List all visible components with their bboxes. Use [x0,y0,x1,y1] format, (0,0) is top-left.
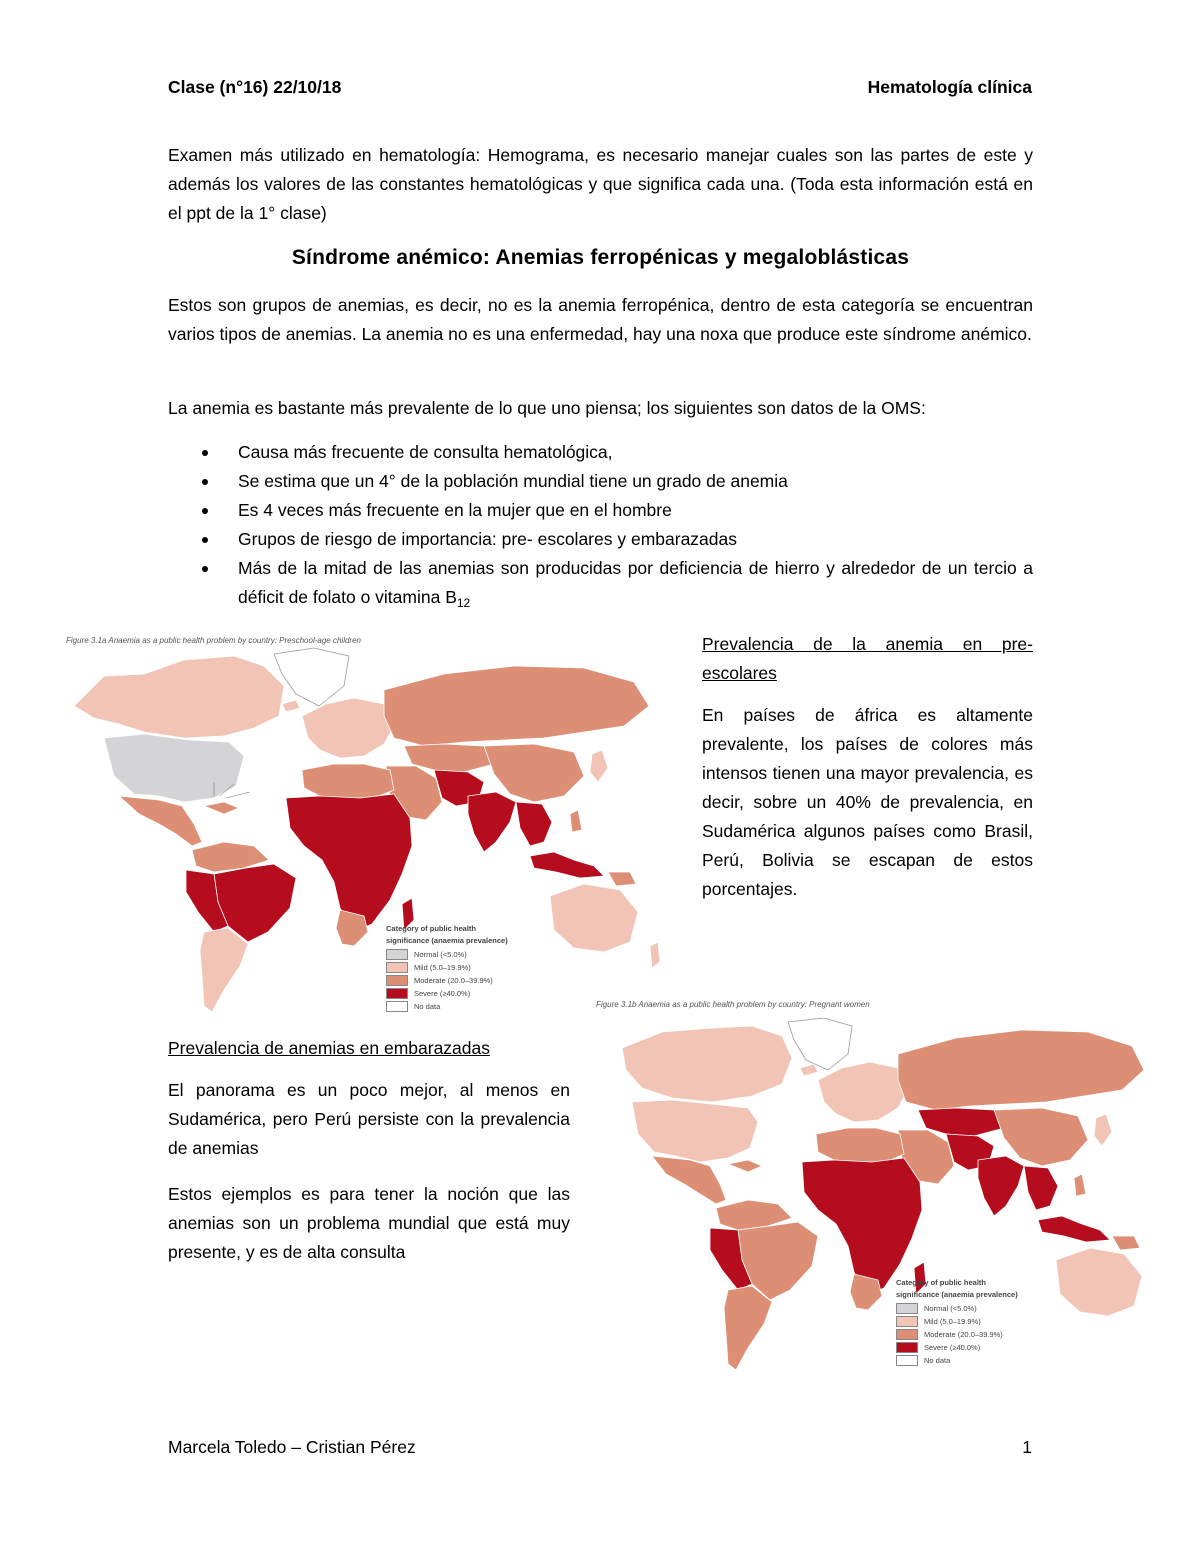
legend-swatch-no-data [896,1355,918,1366]
map-region-philippines [570,810,582,832]
map-region-central-america [652,1156,726,1204]
legend-item: Mild (5.0–19.9%) [896,1315,1018,1328]
legend-title-line-1: Category of public health [896,1278,987,1287]
map-region-canada [622,1026,792,1102]
map-region-greenland [274,648,349,706]
map-region-north-africa [302,764,394,798]
legend-item: Severe (≥40.0%) [386,987,508,1000]
header-left: Clase (n°16) 22/10/18 [168,77,342,97]
map-region-papua [608,872,636,886]
paragraph-anemia-groups: Estos son grupos de anemias, es decir, no es la anemia ferropénica, dentro de esta categoría se encuentran varios tipos de anemias. La anemia no es una enfermedad, hay una noxa que produce este síndrome anémico. [168,295,1033,344]
map-region-philippines [1074,1174,1086,1196]
legend-title-line-2: significance (anaemia prevalence) [386,936,508,945]
map-preschool-figure [64,632,664,1032]
legend-swatch-normal [386,949,408,960]
subscript-12: 12 [456,596,471,610]
map-region-south-africa [850,1274,882,1310]
pregnant-text-2: Estos ejemplos es para tener la noción que las anemias son un problema mundial que está muy presente, y es de alta consulta [168,1184,570,1262]
pregnant-text-1: El panorama es un poco mejor, al menos en Sudamérica, pero Perú persiste con la prevalencia de anemias [168,1080,570,1158]
map-region-caribbean [204,802,239,814]
map-region-japan [590,750,608,782]
map-region-new-zealand [650,942,660,968]
map-region-southeast-asia [1024,1166,1058,1210]
map-preschool-legend [386,924,508,1013]
legend-item: Moderate (20.0–39.9%) [386,974,508,987]
map-preschool-caption: Figure 3.1a Anaemia as a public health problem by country: Preschool-age children [66,636,361,645]
map-region-southern-cone [724,1286,772,1370]
map-region-usa [632,1100,758,1162]
map-region-north-africa [816,1128,904,1162]
legend-item: Severe (≥40.0%) [896,1341,1018,1354]
map-region-southern-cone [200,928,248,1012]
who-bullet-list [200,438,1033,618]
map-region-indonesia [530,852,604,878]
map-region-canada [74,656,284,738]
map-region-japan [1094,1114,1112,1146]
list-item: Grupos de riesgo de importancia: pre- escolares y embarazadas [200,525,1033,554]
map-region-russia [384,666,649,746]
world-map-preschool [64,646,664,1032]
intro-paragraph: Examen más utilizado en hematología: Hemograma, es necesario manejar cuales son las partes de este y además los valores de las constantes hematológicas y que significa cada una. (Toda esta información está en el ppt de la 1° clase) [168,145,1033,223]
list-item: Más de la mitad de las anemias son producidas por deficiencia de hierro y alrededor de un tercio a déficit de folato o vitamina $B_{12}$ [200,554,1033,618]
legend-swatch-no-data [386,1001,408,1012]
world-map-pregnant [592,1018,1152,1398]
map-region-india [468,792,516,852]
map-region-caribbean [728,1160,762,1172]
preschool-text: En países de áfrica es altamente prevalente, los países de colores más intensos tienen una mayor prevalencia, es decir, sobre un 40% de prevalencia, en Sudamérica algunos países como Brasil, Perú, Bolivia se escapan de estos porcentajes. [702,705,1033,899]
legend-swatch-severe [896,1342,918,1353]
map-region-papua [1112,1236,1140,1250]
list-item: Es 4 veces más frecuente en la mujer que en el hombre [200,496,1033,525]
legend-swatch-mild [386,962,408,973]
map-region-southeast-asia [516,802,552,846]
map-region-australia [550,884,638,952]
list-item: Se estima que un 4° de la población mundial tiene un grado de anemia [200,467,1033,496]
map-region-europe [818,1062,908,1122]
map-region-south-africa [336,910,368,946]
map-region-indonesia [1038,1216,1110,1242]
map-region-iceland [800,1064,818,1076]
legend-swatch-severe [386,988,408,999]
legend-item: Moderate (20.0–39.9%) [896,1328,1018,1341]
legend-swatch-moderate [896,1329,918,1340]
pregnant-heading: Prevalencia de anemias en embarazadas [168,1038,490,1058]
legend-swatch-normal [896,1303,918,1314]
list-item: Causa más frecuente de consulta hematológica, [200,438,1033,467]
legend-swatch-mild [896,1316,918,1327]
map-region-usa [104,734,244,802]
footer-page-number: 1 [1022,1437,1032,1457]
preschool-heading: Prevalencia de la anemia en pre-escolares [702,634,1033,683]
map-region-central-america [119,796,202,846]
map-region-iceland [282,700,300,712]
header-right: Hematología clínica [867,77,1032,97]
map-pregnant-legend [896,1278,1018,1367]
section-title: Síndrome anémico: Anemias ferropénicas y megaloblásticas [291,246,910,269]
map-region-greenland [788,1018,852,1070]
map-region-sub-saharan-africa [286,794,412,932]
map-region-europe [302,698,394,758]
legend-title-line-1: Category of public health [386,924,477,933]
paragraph-who-data: La anemia es bastante más prevalente de lo que uno piensa; los siguientes son datos de la OMS: [168,398,926,418]
map-region-sub-saharan-africa [802,1158,922,1296]
footer-authors: Marcela Toledo – Cristian Pérez [168,1437,416,1457]
legend-item: No data [386,1000,508,1013]
map-region-india [978,1156,1024,1216]
map-region-australia [1056,1248,1142,1316]
legend-item: Normal (<5.0%) [896,1302,1018,1315]
map-pregnant-caption: Figure 3.1b Anaemia as a public health problem by country: Pregnant women [596,1000,870,1009]
legend-item: No data [896,1354,1018,1367]
legend-item: Normal (<5.0%) [386,948,508,961]
legend-item: Mild (5.0–19.9%) [386,961,508,974]
legend-title-line-2: significance (anaemia prevalence) [896,1290,1018,1299]
map-pregnant-figure [592,996,1152,1398]
legend-swatch-moderate [386,975,408,986]
map-region-russia [898,1030,1144,1110]
